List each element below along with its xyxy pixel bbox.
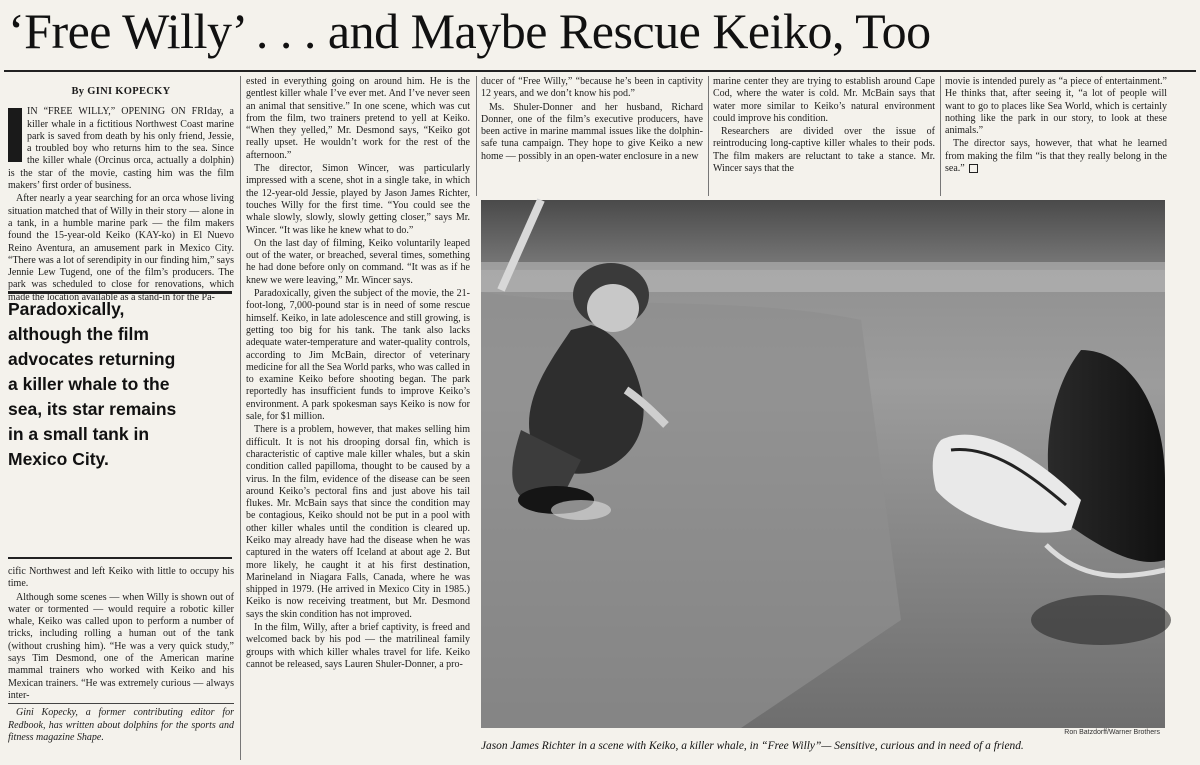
photo-caption: Jason James Richter in a scene with Keiko, a killer whale, in “Free Willy”— Sensitive, curious and in need of a friend.	[481, 740, 1024, 752]
column-1-lower	[8, 566, 234, 760]
end-mark-icon	[969, 164, 978, 173]
byline: By GINI KOPECKY	[71, 86, 171, 97]
headline: ‘Free Willy’ . . . and Maybe Rescue Keiko, Too	[8, 3, 931, 59]
column-3-paragraph: ducer of “Free Willy,” “because he’s been in captivity 12 years, and we don’t know his pod.”	[481, 76, 703, 100]
column-1-paragraph: Although some scenes — when Willy is shown out of water or tormented — would require a robotic killer whale, Keiko was called upon to perform a number of tricks, including rolling a human out of the tank (without crushing him). “He was a very quick study,” says Tim Desmond, one of the American marine mammal trainers who worked with Keiko and his Mexican trainers. “He was extremely curious — always inter-	[8, 591, 234, 701]
background-crowd	[481, 200, 1165, 270]
column-4	[713, 76, 935, 194]
column-5-paragraph	[945, 138, 1167, 175]
photo-credit: Ron Batzdorff/Warner Brothers	[1064, 729, 1160, 736]
column-5-paragraph: movie is intended purely as “a piece of entertainment.” He thinks that, after seeing it, “a lot of people will want to go to places like Sea World, which is certainly nothing like the park in our story, to look at these animals.”	[945, 76, 1167, 137]
pull-quote-line: although the film	[8, 324, 149, 344]
column-4-paragraph: marine center they are trying to establish around Cape Cod, where the water is cold. Mr. McBain says that water more similar to Keiko’s natural environment could improve his condition.	[713, 76, 935, 124]
column-4-paragraph: Researchers are divided over the issue of reintroducing long-captive killer whales to their pods. The film makers are reluctant to take a stance. Mr. Wincer says that the	[713, 126, 935, 175]
pull-quote-line: Mexico City.	[8, 449, 109, 469]
column-1-paragraph: cific Northwest and left Keiko with little to occupy his time.	[8, 566, 234, 590]
column-divider	[476, 76, 477, 196]
column-2-paragraph: The director, Simon Wincer, was particularly impressed with a scene, shot in a single take, in which the 12-year-old Jessie, played by Jason James Richter, touches Willy for the first time. “You could see the whale slowly, slowly, slowly getting closer,” says Mr. Wincer. “It was like he knew what to do.”	[246, 163, 470, 236]
column-3	[481, 76, 703, 194]
column-1	[8, 76, 234, 303]
pull-quote-line: a killer whale to the	[8, 374, 170, 394]
column-divider	[708, 76, 709, 196]
author-note: Gini Kopecky, a former contributing editor for Redbook, has written about dolphins for the sports and fitness magazine Shape.	[8, 703, 234, 745]
column-2	[246, 76, 470, 760]
column-5-closing-text: The director says, however, that what he learned from making the film “is that they really belong in the sea.”	[945, 138, 1167, 175]
drop-cap-icon	[8, 108, 22, 162]
headline-rule	[4, 70, 1196, 72]
pull-quote-line: in a small tank in	[8, 424, 150, 444]
column-5	[945, 76, 1167, 194]
column-2-paragraph: There is a problem, however, that makes selling him difficult. It is not his drooping dorsal fin, which is characteristic of captive male killer whales, but a skin condition called papilloma, thought to be caused by a virus. In the film, evidence of the disease can be seen around Keiko’s pectoral fins and just above his tail flukes. Mr. McBain says that since the condition may be contagious, Keiko should not be put in a pool with other killer whales until the condition is cleared up. Keiko may already have had the disease when he was captured in the waters off Iceland at about age 2. But more likely, he caught it at his first destination, Marineland in Niagara Falls, Canada, where he was shipped in 1979. (He arrived in Mexico City in 1985.) Keiko is now receiving treatment, but Mr. Desmond says the skin condition has not improved.	[246, 424, 470, 620]
column-2-paragraph: ested in everything going on around him. He is the gentlest killer whale I’ve ever met. And I’ve never seen an animal that sensitive.” In one scene, which was cut from the film, two trainers pretend to yell at Keiko. “When they yelled,” Mr. Desmond says, “Keiko got really upset. He wouldn’t work for the rest of the afternoon.”	[246, 76, 470, 161]
column-2-paragraph: In the film, Willy, after a brief captivity, is freed and welcomed back by his pod — the matrilineal family groups with which killer whales travel for life. Keiko cannot be released, says Lauren Shuler-Donner, a pro-	[246, 622, 470, 670]
pull-quote-line: Paradoxically,	[8, 299, 125, 319]
column-2-paragraph: On the last day of filming, Keiko voluntarily leaped out of the water, or breached, several times, something he had done before only on command. “It was as if he knew we were leaving,” Mr. Wincer says.	[246, 237, 470, 286]
column-1-paragraph: After nearly a year searching for an orca whose living situation matched that of Willy in their story — alone in a tank, in a humble marine park — the film makers found the 15-year-old Keiko (KAY-ko) in El Nuevo Reino Aventura, an amusement park in Mexico City. “There was a lot of serendipity in our finding him,” says Jennie Lew Tugend, one of the film’s producers. The park was scheduled to close for renovations, which made the location available as a stand-in for the Pa-	[8, 193, 234, 303]
pull-quote-line: sea, its star remains	[8, 399, 177, 419]
pull-quote	[8, 291, 232, 559]
photo-illustration	[481, 200, 1165, 728]
column-3-paragraph: Ms. Shuler-Donner and her husband, Richard Donner, one of the film’s executive producers, have been active in marine mammal issues like the dolphin-safe tuna campaign. They hope to give Keiko a new home — possibly in an open-water enclosure in a new	[481, 101, 703, 162]
column-2-paragraph: Paradoxically, given the subject of the movie, the 21-foot-long, 7,000-pound star is in need of some rescue himself. Keiko, in late adolescence and still growing, is getting too big for his tank. The tank also lacks adequate water-temperature and water-quality controls, according to Jim McBain, director of veterinary medicine for all the Sea World parks, who was called in to examine Keiko before shooting began. The park reportedly has insufficient funds to improve Keiko’s environment. A park spokesman says Keiko is now for sale, for $1 million.	[246, 288, 470, 423]
article-photo	[481, 200, 1165, 728]
column-divider	[240, 76, 241, 760]
pull-quote-line: advocates returning	[8, 349, 176, 369]
column-1-paragraph: IN “FREE WILLY,” OPENING ON FRIday, a killer whale in a fictitious Northwest Coast marine park is saved from death by his only friend, Jessie, a troubled boy who returns him to the sea. Since the killer whale (Orcinus orca, actually a dolphin) is the star of the movie, casting him was the film makers’ first order of business.	[8, 106, 234, 192]
column-divider	[940, 76, 941, 196]
